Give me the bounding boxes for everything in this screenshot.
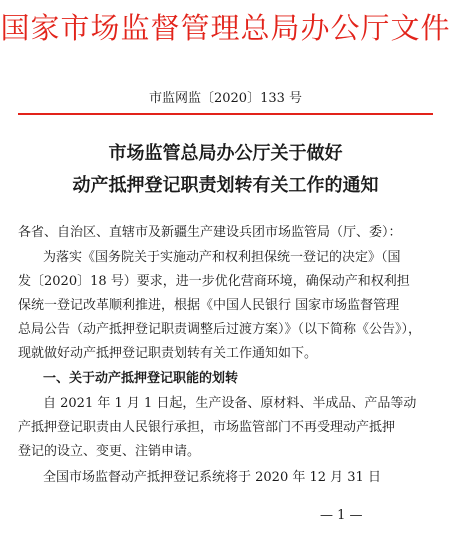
paragraph-1-line-3: 保统一登记改革顺利推进，根据《中国人民银行 国家市场监督管理 <box>18 298 400 313</box>
document-number: 市监网监〔2020〕133 号 <box>148 91 303 106</box>
red-divider-line <box>18 113 433 115</box>
masthead-title: 国家市场监督管理总局办公厅文件 <box>0 11 451 45</box>
paragraph-2-line-3: 登记的设立、变更、注销申请。 <box>18 444 201 459</box>
paragraph-1-line-5: 现就做好动产抵押登记职责划转有关工作通知如下。 <box>18 346 318 361</box>
page-number: — 1 — <box>320 508 363 523</box>
notice-title-line-1: 市场监管总局办公厅关于做好 <box>108 143 343 164</box>
paragraph-1-line-4: 总局公告（动产抵押登记职责调整后过渡方案）》（以下简称《公告》）， <box>18 322 422 337</box>
paragraph-1-line-1: 为落实《国务院关于实施动产和权利担保统一登记的决定》（国 <box>43 250 401 265</box>
notice-title-line-2: 动产抵押登记职责划转有关工作的通知 <box>72 175 379 196</box>
salutation: 各省、自治区、直辖市及新疆生产建设兵团市场监管局（厅、委）： <box>18 225 402 240</box>
section-heading-1: 一、关于动产抵押登记职能的划转 <box>43 371 239 386</box>
paragraph-3-line-1: 全国市场监督动产抵押登记系统将于 2020 年 12 月 31 日 <box>43 470 381 485</box>
paragraph-2-line-1: 自 2021 年 1 月 1 日起，生产设备、原材料、半成品、产品等动 <box>43 396 417 411</box>
paragraph-1-line-2: 发〔2020〕18 号）要求，进一步优化营商环境，确保动产和权利担 <box>18 274 410 289</box>
paragraph-2-line-2: 产抵押登记职责由人民银行承担，市场监管部门不再受理动产抵押 <box>18 420 396 435</box>
